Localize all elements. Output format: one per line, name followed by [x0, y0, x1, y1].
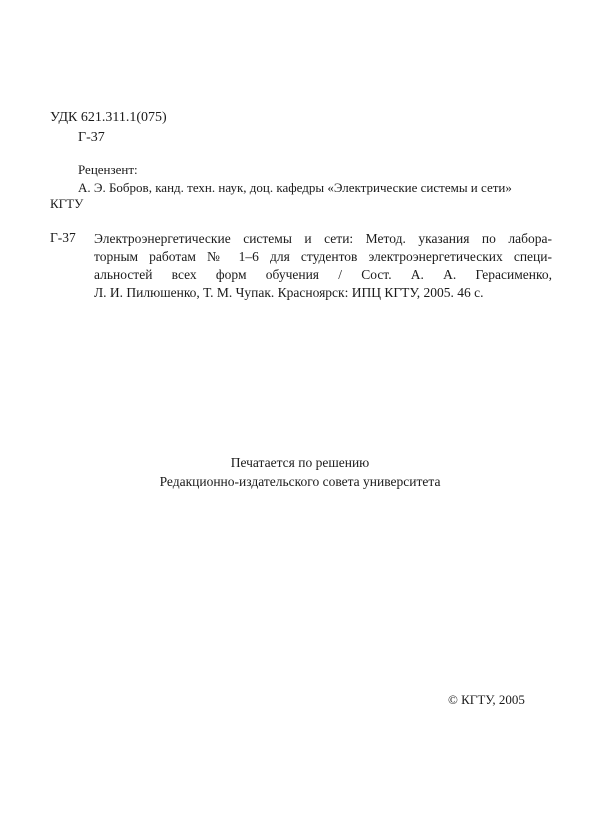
bibliography-line: Электроэнергетические системы и сети: Метод. указания по лабора- — [94, 231, 552, 246]
author-code: Г-37 — [78, 130, 105, 145]
print-note-line-2: Редакционно-издательского совета университета — [159, 474, 441, 489]
bibliography-line: Л. И. Пилюшенко, Т. М. Чупак. Красноярск: ИПЦ КГТУ, 2005. 46 с. — [94, 285, 484, 300]
bibliography-line: торным работам № 1–6 для студентов электроэнергетических специ- — [94, 249, 552, 264]
bibliography-entry — [94, 230, 552, 302]
reviewer-org: КГТУ — [50, 196, 84, 211]
reviewer-text: А. Э. Бобров, канд. техн. наук, доц. кафедры «Электрические системы и сети» — [78, 180, 512, 195]
print-approval-note — [0, 453, 600, 491]
copyright-notice: © КГТУ, 2005 — [448, 692, 525, 707]
reviewer-label: Рецензент: — [78, 162, 138, 177]
udk-index: УДК 621.311.1(075) — [50, 110, 167, 125]
print-note-line-1: Печатается по решению — [230, 455, 370, 470]
bibliography-line: альностей всех форм обучения / Сост. А. А. Герасименко, — [94, 267, 552, 282]
bibliography-code: Г-37 — [50, 230, 76, 245]
